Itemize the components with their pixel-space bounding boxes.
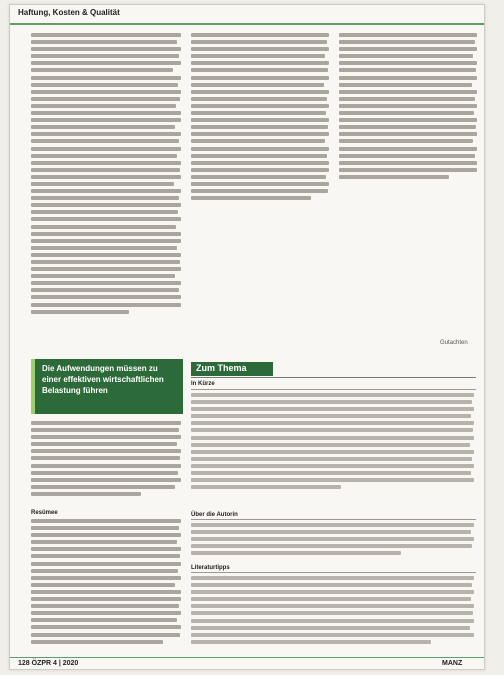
column-2-text [191,33,331,203]
literaturtipps-rule [191,572,476,573]
column-1-lower-text [31,421,183,499]
column-1-resuemee-text [31,519,183,647]
pull-quote-box [31,359,183,414]
resuemee-heading: Resümee [31,510,58,516]
topic-box-title: Zum Thema [196,363,247,373]
footer-page-info: 128 ÖZPR 4 | 2020 [18,660,79,667]
ueber-die-autorin-text [191,523,476,558]
in-kuerze-rule [191,389,476,390]
column-1-text [31,33,183,317]
in-kuerze-text [191,393,476,492]
ueber-die-autorin-rule [191,519,476,520]
page-header [10,5,484,25]
author-signature: Gutachten [440,340,468,346]
topic-box-header [191,362,273,376]
footer-publisher-logo: MANZ [442,660,463,667]
literaturtipps-label: Literaturtipps [191,565,230,571]
document-page [9,4,485,670]
page-header-title: Haftung, Kosten & Qualität [18,8,120,17]
footer-rule [10,657,484,658]
column-3-text [339,33,479,182]
topic-box-rule [191,377,476,378]
literaturtipps-text [191,576,476,647]
ueber-die-autorin-label: Über die Autorin [191,512,238,518]
pull-quote-title: Die Aufwendungen müssen zu einer effektiven wirtschaftlichen Belastung führen [42,364,164,395]
in-kuerze-label: In Kürze [191,381,215,387]
